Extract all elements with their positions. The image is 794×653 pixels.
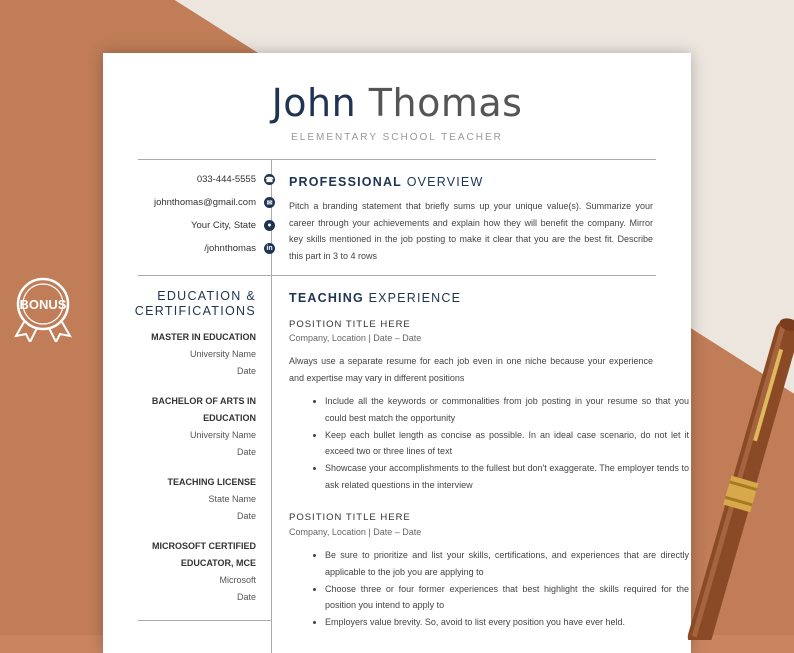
contact-phone [125,174,275,185]
position-bullets [289,547,689,631]
bullet-item: • Keep each bullet length as concise as possible. In an ideal case scenario, do not let it exceed two or three lines of text [325,427,689,461]
bullet-item: • Include all the keywords or commonalities from job posting in your resume so that you could best match the opportunity [325,393,689,427]
resume-page [103,53,691,653]
institution: State Name [208,494,256,504]
phone-icon: ☎ [264,174,275,185]
bonus-badge [10,276,76,342]
position-intro: Always use a separate resume for each job even in one niche because your experience and expertise may vary in different positions [289,356,653,383]
degree-line2: EDUCATION [203,413,256,423]
section-divider [138,275,656,276]
institution: University Name [189,349,256,359]
first-name: John [271,81,357,125]
position-title: POSITION TITLE HERE [289,512,411,523]
linkedin-icon: in [264,243,275,254]
degree-line2: EDUCATOR, MCE [180,558,256,568]
overview-heading [289,175,483,189]
bullet-item: • Employers value brevity. So, avoid to list every position you have ever held. [325,614,689,631]
contact-linkedin [125,243,275,254]
position-company: Company, Location | Date – Date [289,527,422,537]
pen-image [640,300,794,640]
contact-location [125,220,275,231]
education-item [125,393,256,461]
degree: MASTER IN EDUCATION [151,332,256,342]
degree: BACHELOR OF ARTS IN [151,396,256,406]
education-heading-line2: CERTIFICATIONS [134,304,256,318]
linkedin-text: /johnthomas [204,243,256,254]
location-text: Your City, State [191,220,256,231]
institution: University Name [189,430,256,440]
bullet-item: • Choose three or four former experiences that best highlight the skills required for the position you intend to apply to [325,581,689,615]
education-heading-line1: EDUCATION & [157,289,256,303]
position-title: POSITION TITLE HERE [289,319,411,330]
job-title: ELEMENTARY SCHOOL TEACHER [291,132,503,143]
candidate-name [103,81,691,125]
education-item [125,538,256,606]
overview-heading-bold: PROFESSIONAL [289,175,403,189]
experience-heading [289,291,461,305]
degree: MICROSOFT CERTIFIED [152,541,256,551]
experience-heading-rest: EXPERIENCE [363,291,462,305]
experience-heading-bold: TEACHING [289,291,364,305]
contact-list [125,174,275,274]
bullet-item: • Be sure to prioritize and list your skills, certifications, and experiences that are directly applicable to the job you are applying to [325,547,689,581]
date: Date [236,447,256,457]
last-name: Thomas [368,81,523,125]
contact-email [125,197,275,208]
education-item [125,474,256,525]
phone-text: 033-444-5555 [196,174,256,185]
location-icon: ● [264,220,275,231]
education-item [125,329,256,380]
date: Date [236,511,256,521]
overview-heading-rest: OVERVIEW [402,175,484,189]
degree: TEACHING LICENSE [167,477,256,487]
email-text: johnthomas@gmail.com [153,197,256,208]
email-icon: ✉ [264,197,275,208]
education-heading [125,289,256,319]
position-company: Company, Location | Date – Date [289,333,422,343]
institution: Microsoft [219,575,256,585]
bonus-badge-text: BONUS [19,297,67,312]
date: Date [236,366,256,376]
date: Date [236,592,256,602]
position-bullets [289,393,689,494]
bullet-item: • Showcase your accomplishments to the fullest but don't exaggerate. The employer tends to ask related questions in the interview [325,460,689,494]
overview-text: Pitch a branding statement that briefly sums up your unique value(s). Summarize your career through your achievements and explain how they will benefit the company. Mirror key skills mentioned in the job posting to make it clear that you are the best fit. Describe this part in 3 to 4 rows [289,201,653,261]
header-divider [138,159,656,160]
bottom-divider [138,620,271,621]
